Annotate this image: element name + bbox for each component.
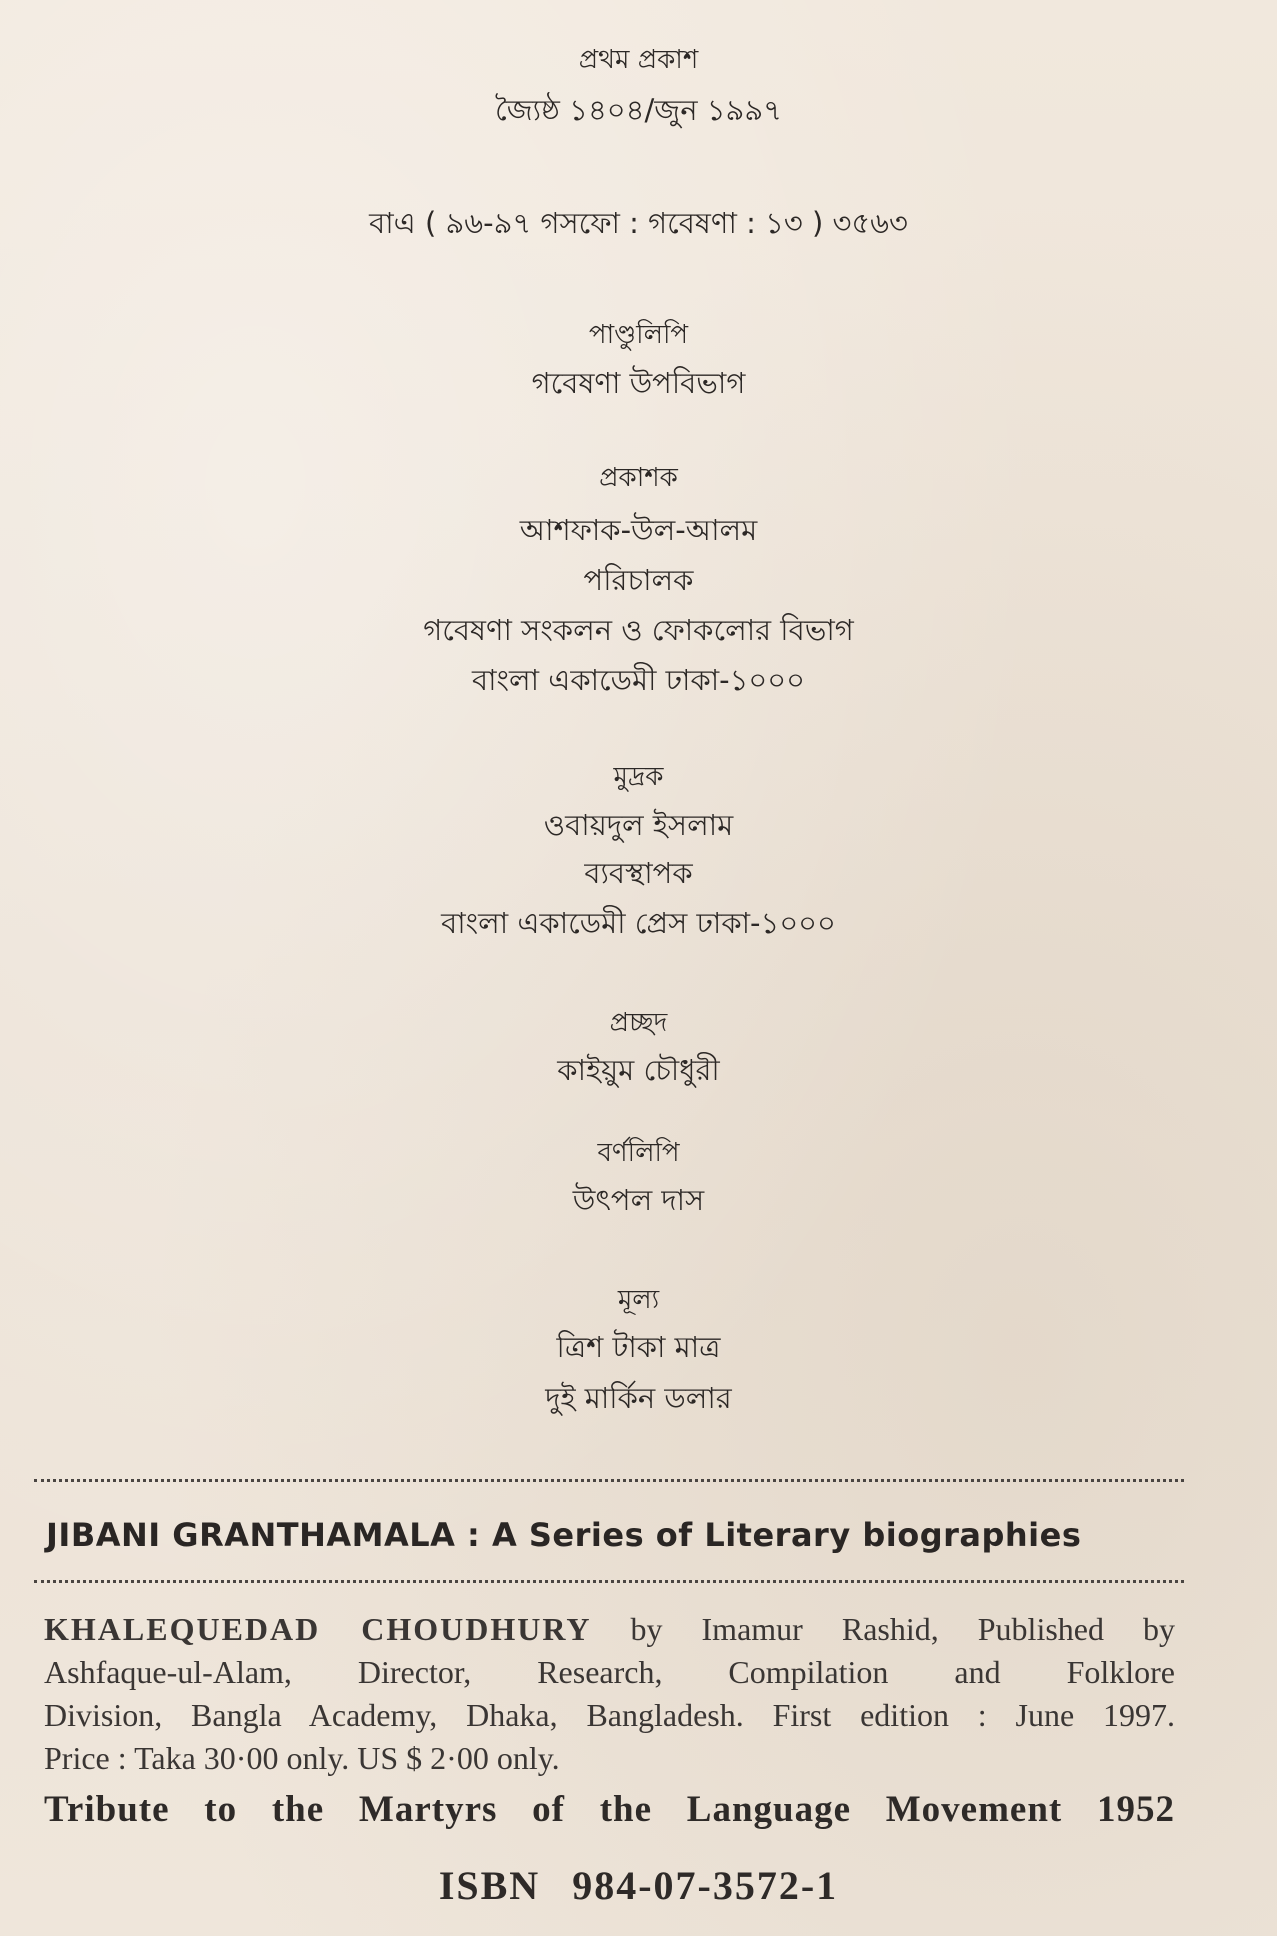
english-description (44, 1608, 1175, 1780)
manuscript-label: পাণ্ডুলিপি (588, 320, 689, 350)
isbn-line (0, 1862, 1277, 1909)
printer-label: মুদ্রক (613, 762, 664, 792)
price-usd: দুই মার্কিন ডলার (545, 1381, 732, 1415)
publisher-division: গবেষণা সংকলন ও ফোকলোর বিভাগ (423, 613, 854, 647)
isbn-number: 984-07-3572-1 (572, 1863, 839, 1908)
first-edition-label: প্রথম প্রকাশ (578, 45, 699, 75)
first-edition-date: জ্যৈষ্ঠ ১৪০৪/জুন ১৯৯৭ (494, 93, 783, 127)
publisher-role: পরিচালক (583, 563, 694, 597)
typesetting-name: উৎপল দাস (572, 1183, 705, 1217)
printer-address: বাংলা একাডেমী প্রেস ঢাকা-১০০০ (441, 906, 836, 940)
divider-bottom (34, 1580, 1184, 1583)
series-title: JIBANI GRANTHAMALA : A Series of Literary biographies (46, 1516, 1082, 1554)
publisher-name: আশফাক-উল-আলম (519, 513, 758, 547)
cover-artist: কাইয়ুম চৌধুরী (557, 1053, 720, 1087)
description-line-4: Price : Taka 30·00 only. US $ 2·00 only. (44, 1740, 560, 1776)
price-taka: ত্রিশ টাকা মাত্র (556, 1330, 721, 1364)
typesetting-label: বর্ণলিপি (597, 1138, 680, 1168)
isbn-label: ISBN (438, 1863, 541, 1908)
description-line-1 (44, 1608, 1175, 1651)
description-line-1-rest: by Imamur Rashid, Published by (591, 1611, 1176, 1647)
manuscript-value: গবেষণা উপবিভাগ (531, 366, 746, 400)
catalog-code: বাএ ( ৯৬-৯৭ গসফো : গবেষণা : ১৩ ) ৩৫৬৩ (369, 206, 908, 240)
tribute-line: Tribute to the Martyrs of the Language Movement 1952 (44, 1789, 1175, 1830)
cover-label: প্রচ্ছদ (609, 1008, 668, 1038)
publisher-address: বাংলা একাডেমী ঢাকা-১০০০ (471, 663, 805, 697)
description-line-2: Ashfaque-ul-Alam, Director, Research, Compilation and Folklore (44, 1654, 1175, 1690)
price-label: মূল্য (617, 1285, 660, 1315)
book-title: KHALEQUEDAD CHOUDHURY (44, 1611, 592, 1647)
description-line-3: Division, Bangla Academy, Dhaka, Bangladesh. First edition : June 1997. (44, 1697, 1175, 1733)
printer-name: ওবায়দুল ইসলাম (543, 808, 734, 842)
divider-top (34, 1479, 1184, 1482)
publisher-label: প্রকাশক (599, 463, 678, 493)
printer-role: ব্যবস্থাপক (584, 856, 693, 890)
